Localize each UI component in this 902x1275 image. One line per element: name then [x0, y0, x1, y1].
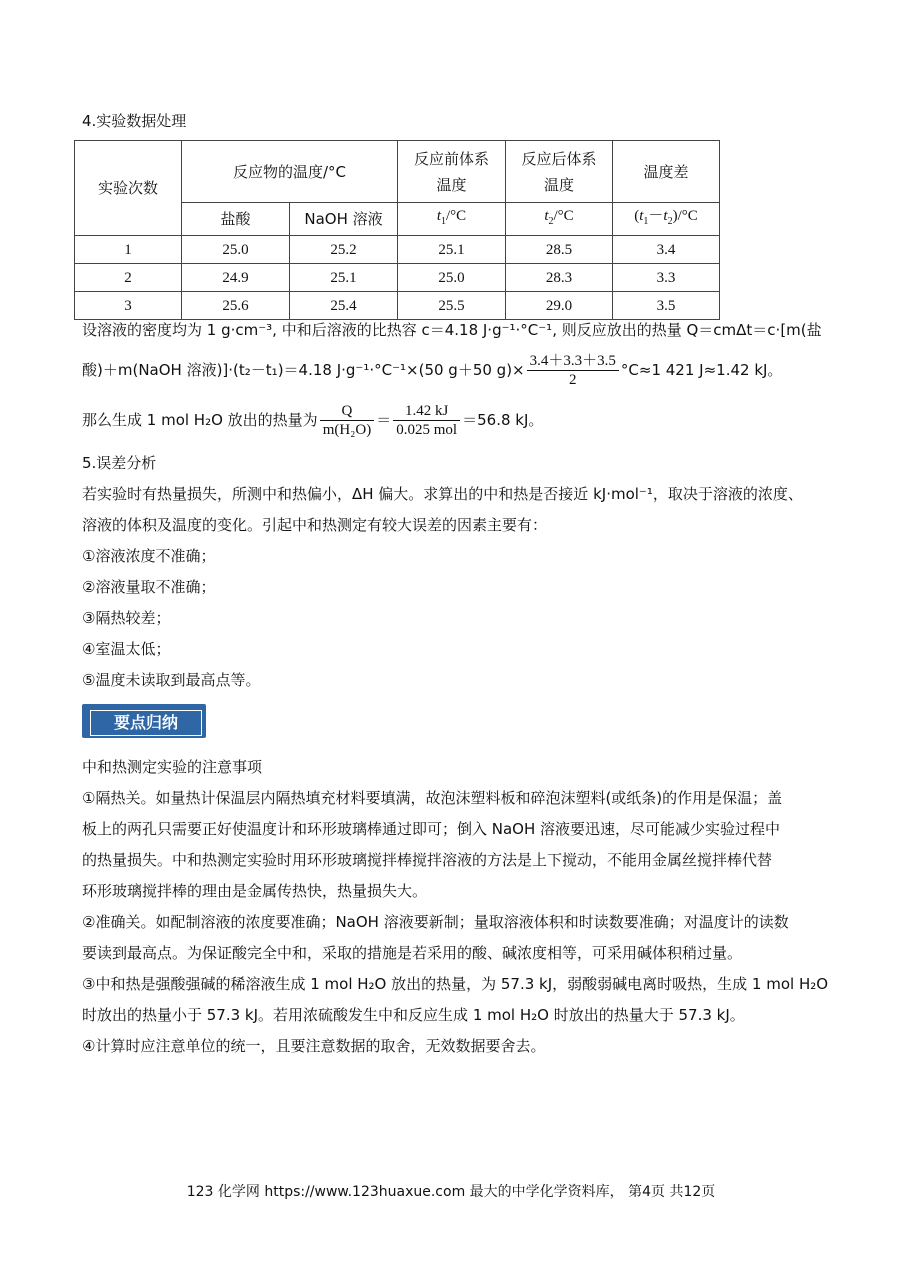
cell: 1: [75, 236, 182, 264]
list-item: ⑤温度未读取到最高点等。: [82, 671, 261, 689]
header-trial: 实验次数: [75, 141, 182, 236]
cell: 25.6: [182, 292, 290, 320]
list-item: ④室温太低；: [82, 640, 171, 658]
cell: 25.4: [290, 292, 398, 320]
cell: 25.0: [182, 236, 290, 264]
header-diff-unit: $(t_1-t_2)/^\circ C$: [613, 203, 720, 236]
q-fraction: [320, 402, 375, 439]
cell: 24.9: [182, 264, 290, 292]
header-hcl: 盐酸: [182, 203, 290, 236]
value-numerator: 1.42 kJ: [393, 402, 460, 421]
notes-line: 要读到最高点。为保证酸完全中和，采取的措施是若采用的酸、碱浓度相等，可采用碱体积稍过量。: [82, 944, 743, 962]
cell: 3.5: [613, 292, 720, 320]
header-diff: 温度差: [613, 141, 720, 203]
notes-line: 的热量损失。中和热测定实验时用环形玻璃搅拌棒搅拌溶液的方法是上下搅动，不能用金属丝搅拌棒代替: [82, 851, 773, 869]
cell: 25.2: [290, 236, 398, 264]
cell: 25.0: [398, 264, 506, 292]
header-t2: $t_2/^\circ C$: [506, 203, 613, 236]
list-item: ②溶液量取不准确；: [82, 578, 216, 596]
header-after: 反应后体系 温度: [506, 141, 613, 203]
value-denominator: 0.025 mol: [396, 422, 458, 438]
calc-line-3: 那么生成 1 mol H₂O 放出的热量为 $\frac{Q}{\text{m(H₂O)}}$ ＝ $\frac{1.42 kJ}{\text{0.025 mol}}$ ＝56.8 kJ。: [82, 403, 544, 438]
notes-line: ③中和热是强酸强碱的稀溶液生成 1 mol H₂O 放出的热量，为 57.3 kJ，弱酸弱碱电离时吸热，生成 1 mol H₂O: [82, 975, 829, 993]
section-5-title: 5.误差分析: [82, 454, 157, 472]
notes-line: ①隔热关。如量热计保温层内隔热填充材料要填满，故泡沫塑料板和碎泡沫塑料(或纸条)的作用是保温；盖: [82, 789, 783, 807]
header-t1: $t_1/^\circ C$: [398, 203, 506, 236]
avg-fraction-denominator: 2: [569, 372, 577, 388]
error-paragraph-2: 溶液的体积及温度的变化。引起中和热测定有较大误差的因素主要有：: [82, 516, 548, 534]
table-row: [75, 264, 720, 292]
header-reactant-temp: 反应物的温度/°C: [182, 141, 398, 203]
cell: 25.5: [398, 292, 506, 320]
table-row: [75, 292, 720, 320]
cell: 25.1: [398, 236, 506, 264]
cell: 28.3: [506, 264, 613, 292]
avg-fraction-numerator: 3.4＋3.3＋3.5: [527, 352, 619, 371]
cell: 3: [75, 292, 182, 320]
data-table: [74, 140, 720, 320]
list-item: ①溶液浓度不准确；: [82, 547, 216, 565]
q-numerator: Q: [320, 402, 375, 421]
cell: 3.3: [613, 264, 720, 292]
notes-title: 中和热测定实验的注意事项: [82, 758, 263, 776]
notes-line: 环形玻璃搅拌棒的理由是金属传热快，热量损失大。: [82, 882, 428, 900]
key-points-badge-label: 要点归纳: [90, 710, 202, 736]
error-paragraph-1: 若实验时有热量损失，所测中和热偏小，ΔH 偏大。求算出的中和热是否接近 kJ·mol⁻¹，取决于溶液的浓度、: [82, 485, 803, 503]
key-points-badge: [82, 704, 206, 738]
cell: 29.0: [506, 292, 613, 320]
calc-line-1: 设溶液的密度均为 1 g·cm⁻³, 中和后溶液的比热容 c＝4.18 J·g⁻¹·°C⁻¹, 则反应放出的热量 Q＝cmΔt＝c·[m(盐: [82, 321, 822, 339]
calc-line-3-result: ＝56.8 kJ。: [462, 411, 544, 429]
q-denominator: m(H₂O): [322, 422, 372, 438]
value-fraction: [393, 402, 460, 439]
calc-line-2-result: °C≈1 421 J≈1.42 kJ。: [620, 361, 783, 379]
notes-line: 时放出的热量小于 57.3 kJ。若用浓硫酸发生中和反应生成 1 mol H₂O 时放出的热量大于 57.3 kJ。: [82, 1006, 745, 1024]
calc-line-3-text: 那么生成 1 mol H₂O 放出的热量为: [82, 411, 318, 429]
notes-line: ②准确关。如配制溶液的浓度要准确；NaOH 溶液要新制；量取溶液体积和时读数要准确；对温度计的读数: [82, 913, 789, 931]
notes-line: 板上的两孔只需要正好使温度计和环形玻璃棒通过即可；倒入 NaOH 溶液要迅速，尽可能减少实验过程中: [82, 820, 781, 838]
cell: 28.5: [506, 236, 613, 264]
table-row: [75, 236, 720, 264]
list-item: ③隔热较差；: [82, 609, 171, 627]
page-footer: 123 化学网 https://www.123huaxue.com 最大的中学化学资料库， 第4页 共12页: [186, 1184, 716, 1200]
calc-line-2-text: 酸)＋m(NaOH 溶液)]·(t₂－t₁)＝4.18 J·g⁻¹·°C⁻¹×(50 g＋50 g)×: [82, 361, 525, 379]
avg-fraction: [527, 352, 619, 389]
cell: 3.4: [613, 236, 720, 264]
header-naoh: NaOH 溶液: [290, 203, 398, 236]
calc-line-2: [82, 352, 782, 389]
cell: 2: [75, 264, 182, 292]
section-4-title: 4.实验数据处理: [82, 112, 187, 130]
cell: 25.1: [290, 264, 398, 292]
notes-line: ④计算时应注意单位的统一，且要注意数据的取舍，无效数据要舍去。: [82, 1037, 546, 1055]
header-before: 反应前体系 温度: [398, 141, 506, 203]
